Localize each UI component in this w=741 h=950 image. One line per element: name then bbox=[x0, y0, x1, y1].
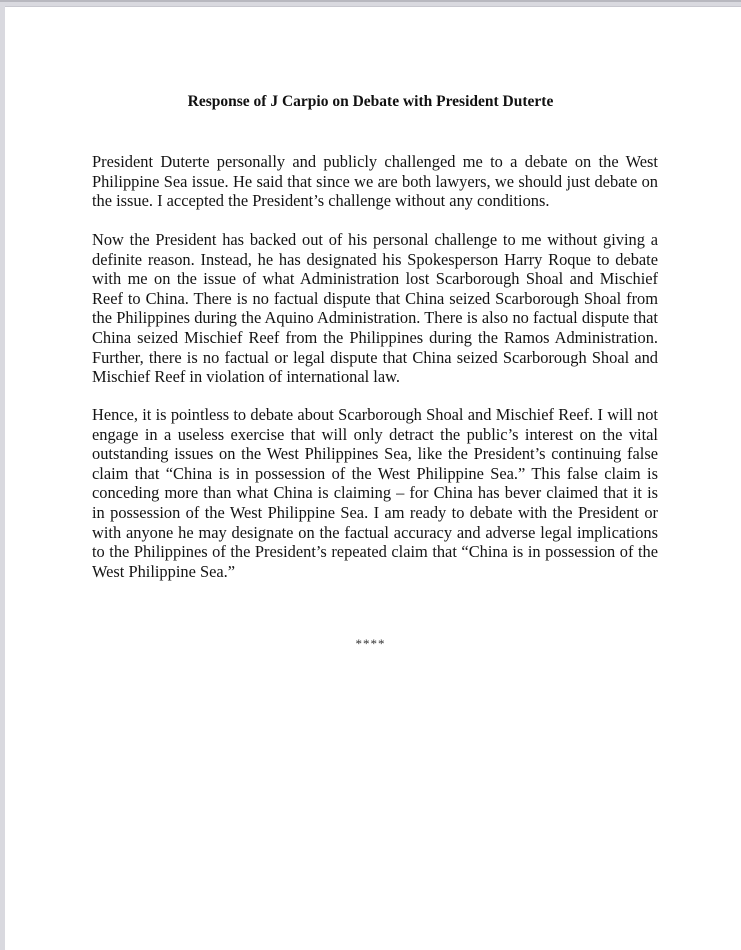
end-separator: **** bbox=[355, 636, 386, 651]
paragraph-1: President Duterte personally and publicly challenged me to a debate on the West Philippine Sea issue. He said that since we are both lawyers, we should just debate on the issue. I accepted the President’s challenge without any conditions. bbox=[92, 152, 658, 211]
document-title: Response of J Carpio on Debate with President Duterte bbox=[187, 93, 554, 110]
paragraph-3: Hence, it is pointless to debate about Scarborough Shoal and Mischief Reef. I will not engage in a useless exercise that will only detract the public’s interest on the vital outstanding issues on the West Philippines Sea, like the President’s continuing false claim that “China is in possession of the West Philippine Sea.” This false claim is conceding more than what China is claiming – for China has bever claimed that it is in possession of the West Philippine Sea. I am ready to debate with the President or with anyone he may designate on the factual accuracy and adverse legal implications to the Philippines of the President’s repeated claim that “China is in possession of the West Philippine Sea.” bbox=[92, 405, 658, 581]
paragraph-2: Now the President has backed out of his personal challenge to me without giving a definite reason. Instead, he has designated his Spokesperson Harry Roque to debate with me on the issue of what Administration lost Scarborough Shoal and Mischief Reef to China. There is no factual dispute that China seized Scarborough Shoal from the Philippines during the Aquino Administration. There is also no factual dispute that China seized Mischief Reef from the Philippines during the Ramos Administration. Further, there is no factual or legal dispute that China seized Scarborough Shoal and Mischief Reef in violation of international law. bbox=[92, 230, 658, 387]
window-top-edge bbox=[0, 0, 741, 2]
